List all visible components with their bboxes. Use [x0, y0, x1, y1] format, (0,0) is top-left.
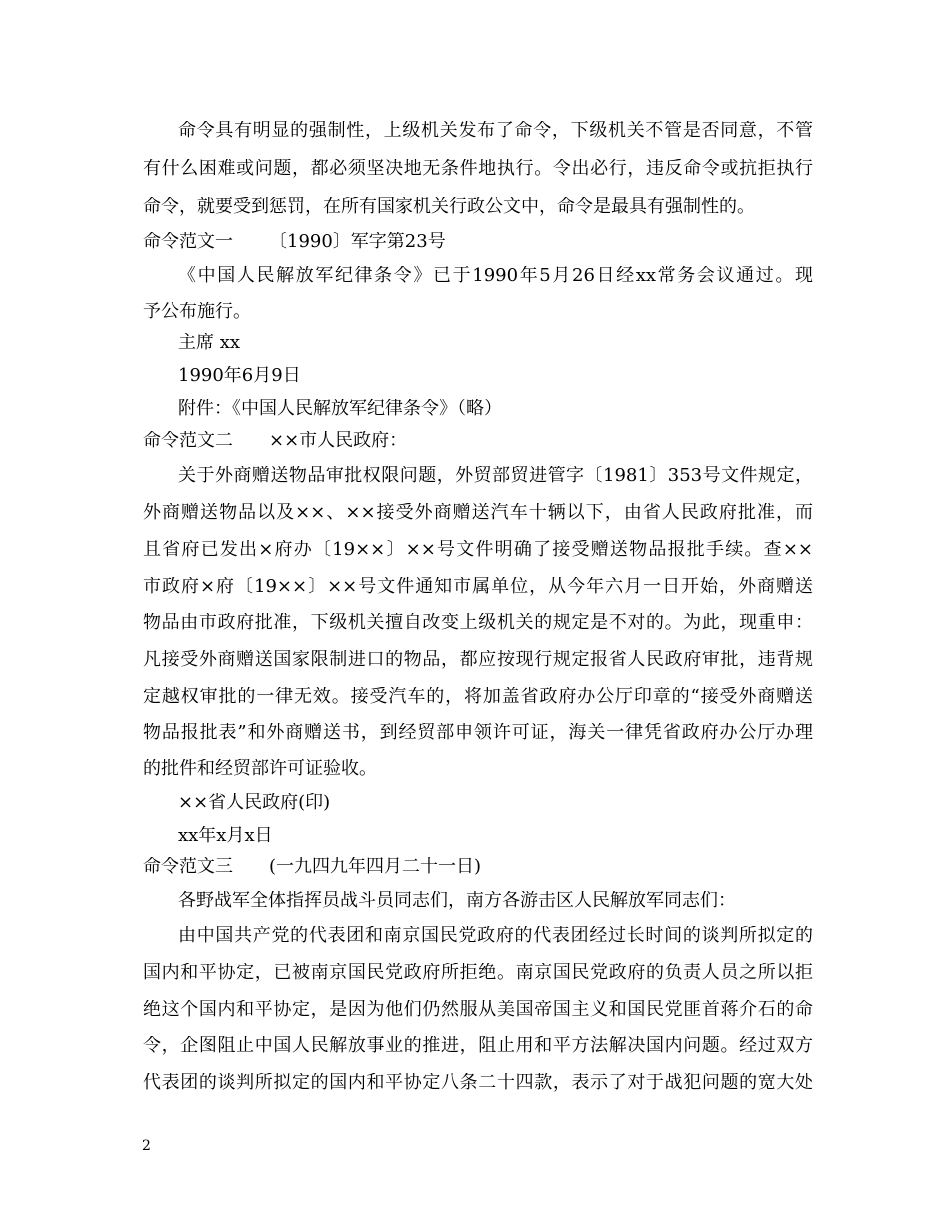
paragraph-line: 关于外商赠送物品审批权限问题，外贸部贸进管字〔1981〕353号文件规定， [178, 466, 813, 486]
date-line: xx年x月x日 [178, 826, 273, 846]
section-heading-subtitle: 〔1990〕军字第23号 [269, 232, 446, 252]
paragraph-line: 有什么困难或问题，都必须坚决地无条件地执行。令出必行，违反命令或抗拒执行 [143, 159, 813, 179]
paragraph-line: 由中国共产党的代表团和南京国民党政府的代表团经过长时间的谈判所拟定的 [178, 926, 813, 946]
section-heading-2 [143, 431, 813, 451]
paragraph-line: 命令具有明显的强制性，上级机关发布了命令，下级机关不管是否同意，不管 [178, 121, 813, 141]
section-heading-title: 命令范文一 [143, 232, 233, 252]
signature-line: ××省人民政府(印) [178, 793, 331, 813]
section-heading-subtitle: ××市人民政府： [269, 431, 408, 451]
paragraph-line: 绝这个国内和平协定，是因为他们仍然服从美国帝国主义和国民党匪首蒋介石的命 [143, 1000, 813, 1020]
paragraph-line: 《中国人民解放军纪律条令》已于1990年5月26日经xx常务会议通过。现 [178, 266, 813, 286]
page-number: 2 [142, 1138, 151, 1154]
paragraph-line: 代表团的谈判所拟定的国内和平协定八条二十四款，表示了对于战犯问题的宽大处 [143, 1073, 813, 1093]
paragraph-line: 令，企图阻止中国人民解放事业的推进，阻止用和平方法解决国内问题。经过双方 [143, 1036, 813, 1056]
paragraph-line: 凡接受外商赠送国家限制进口的物品，都应按现行规定报省人民政府审批，违背规 [143, 650, 813, 670]
date-line: 1990年6月9日 [178, 366, 301, 386]
section-heading-1 [143, 232, 813, 252]
section-heading-subtitle: (一九四九年四月二十一日) [269, 857, 482, 877]
paragraph-line: 命令，就要受到惩罚，在所有国家机关行政公文中，命令是最具有强制性的。 [143, 197, 755, 217]
paragraph-line: 市政府×府〔19××〕××号文件通知市属单位，从今年六月一日开始，外商赠送 [143, 577, 813, 597]
paragraph-line: 物品由市政府批准，下级机关擅自改变上级机关的规定是不对的。为此，现重申： [143, 613, 813, 633]
section-heading-title: 命令范文三 [143, 857, 233, 877]
paragraph-line: 予公布施行。 [143, 302, 251, 322]
paragraph-line: 的批件和经贸部许可证验收。 [143, 759, 377, 779]
paragraph-line: 各野战军全体指挥员战斗员同志们，南方各游击区人民解放军同志们： [178, 891, 736, 911]
paragraph-line: 且省府已发出×府办〔19××〕××号文件明确了接受赠送物品报批手续。查×× [143, 540, 813, 560]
paragraph-line: 国内和平协定，已被南京国民党政府所拒绝。南京国民党政府的负责人员之所以拒 [143, 963, 813, 983]
paragraph-line: 物品报批表”和外商赠送书，到经贸部申领许可证，海关一律凭省政府办公厅办理 [143, 723, 813, 743]
signature-line: 主席 xx [178, 333, 241, 353]
section-heading-title: 命令范文二 [143, 431, 233, 451]
paragraph-line: 外商赠送物品以及××、××接受外商赠送汽车十辆以下，由省人民政府批准，而 [143, 503, 813, 523]
section-heading-3 [143, 857, 813, 877]
attachment-line: 附件：《中国人民解放军纪律条令》（略） [178, 399, 502, 419]
paragraph-line: 定越权审批的一律无效。接受汽车的，将加盖省政府办公厅印章的“接受外商赠送 [143, 687, 813, 707]
